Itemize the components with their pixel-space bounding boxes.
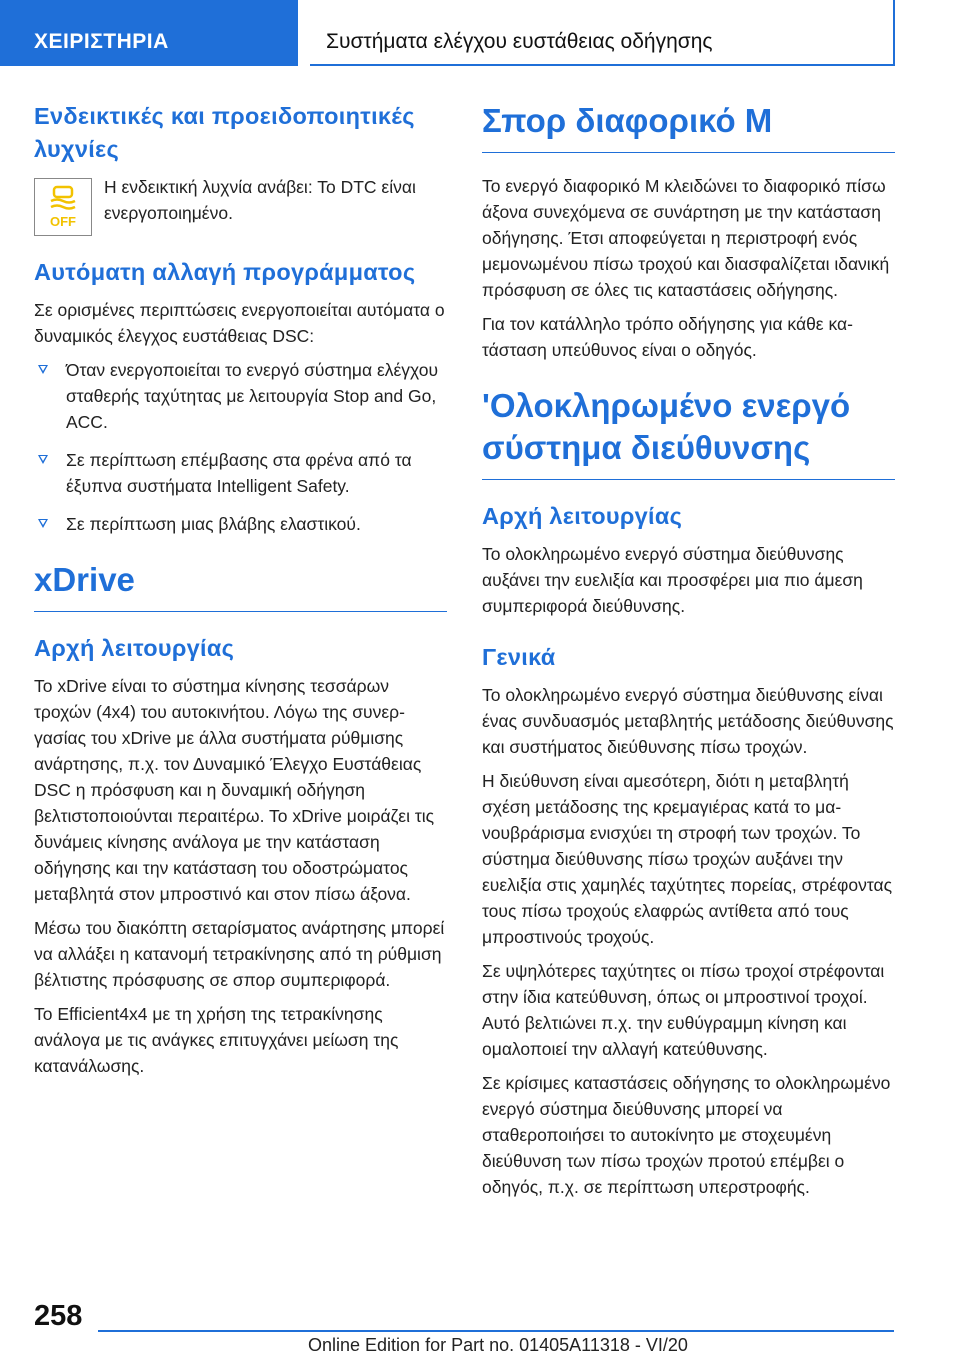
- xdrive-paragraph: Το Efficient4x4 με τη χρήση της τετρακίνησης ανάλογα με τις ανάγκες επιτυγχάνει μείωση της κατανάλωσης.: [34, 1004, 399, 1076]
- sport-diff-paragraph: Για τον κατάλληλο τρόπο οδήγησης για κάθε κατάσταση υπεύθυνος είναι ο οδηγός.: [482, 314, 853, 360]
- steering-general-heading: Γενικά: [482, 644, 556, 670]
- left-column: [34, 100, 447, 1087]
- xdrive-paragraph: Το xDrive είναι το σύστημα κίνησης τεσσάρων τροχών (4x4) του αυτοκινήτου. Λόγω της συνεργασίας του xDrive με άλλα συστήματα ρύθμισης ανάρτησης, π.χ. τον Δυναμικό Έλεγχο Ευστάθειας DSC η πρόσφυση και η δυναμική οδήγηση βελτιστοποιούνται περαιτέρω. Το xDrive μοιράζει τις δυνάμεις κίνησης ανάλογα με την κατάσταση οδήγησης και την κατάσταση του οδοστρώματος μεταβλητά στον μπροστινό και στον πίσω άξονα.: [34, 676, 435, 904]
- edition-note: Online Edition for Part no. 01405A11318 - VI/20: [308, 1335, 688, 1355]
- dtc-off-label: OFF: [50, 214, 76, 229]
- auto-change-list: [34, 357, 447, 537]
- section-title: ΧΕΙΡΙΣΤΗΡΙΑ: [34, 30, 169, 53]
- indicator-heading: Ενδεικτικές και προειδοποιητικές λυχνίες: [34, 103, 415, 162]
- list-item: Όταν ενεργοποιείται το ενεργό σύστημα ελέγχου σταθερής ταχύτητας με λειτουργία Stop and Go, ACC.: [34, 357, 447, 435]
- steering-title: 'Ολοκληρωμένο ενεργό σύστημα διεύθυνσης: [482, 385, 895, 480]
- steering-principle-heading: Αρχή λειτουργίας: [482, 503, 683, 529]
- xdrive-paragraph: Μέσω του διακόπτη σεταρίσματος ανάρτησης μπορεί να αλλάξει η κατανομή τετρακίνησης από τη ρύθμιση βέλτιστης πρόσφυσης σε σπορ συμπεριφορά.: [34, 918, 445, 990]
- list-item: Σε περίπτωση επέμβασης στα φρένα από τα έξυπνα συστήματα Intelligent Safety.: [34, 447, 447, 499]
- steering-paragraph: Η διεύθυνση είναι αμεσότερη, διότι η μεταβλητή σχέση μετάδοσης της κρεμαγιέρας κατά το μανουβράρισμα ενισχύει τη στροφή των τροχών. Το σύστημα διεύθυνσης πίσω τροχών αυξάνει την ευελιξία στις χαμηλές ταχύτητες πορείας, στρέφοντας τους πίσω τροχούς ελαφρώς αντίθετα από τους μπροστινούς τροχούς.: [482, 771, 893, 947]
- sport-diff-title: Σπορ διαφορικό M: [482, 100, 895, 153]
- auto-change-intro: Σε ορισμένες περιπτώσεις ενεργοποιείται αυτόματα ο δυναμικός έλεγχος ευστάθειας DSC:: [34, 300, 445, 346]
- steering-paragraph: Σε υψηλότερες ταχύτητες οι πίσω τροχοί στρέφονται στην ίδια κατεύθυνση, όπως οι μπροστινοί τροχοί. Αυτό βελτιώνει π.χ. την ευθύγραμμη κίνηση και ομαλοποιεί την αλλαγή κατεύθυνσης.: [482, 961, 885, 1059]
- indicator-text: Η ενδεικτική λυχνία ανάβει: Το DTC είναι ενεργοποιημένο.: [104, 177, 416, 223]
- xdrive-title: xDrive: [34, 559, 447, 612]
- page-number: 258: [34, 1300, 83, 1332]
- chapter-title: Συστήματα ελέγχου ευστάθειας οδήγησης: [326, 30, 713, 53]
- footer-divider: [98, 1330, 894, 1332]
- triangle-bullet-icon: [38, 519, 48, 528]
- steering-paragraph: Το ολοκληρωμένο ενεργό σύστημα διεύθυνσης είναι ένας συνδυασμός μεταβλητής μετάδοσης διεύθυνσης και συστήματος διεύθυνσης πίσω τροχών.: [482, 685, 894, 757]
- steering-paragraph: Σε κρίσιμες καταστάσεις οδήγησης το ολοκληρωμένο ενεργό σύστημα διεύθυνσης μπορεί να σταθεροποιήσει το αυτοκίνητο με στοχευμένη διεύθυνση των πίσω τροχών προτού επέμβει ο οδηγός, π.χ. σε περίπτωση υπερστροφής.: [482, 1073, 891, 1197]
- indicator-row: [34, 174, 447, 236]
- sport-diff-paragraph: Το ενεργό διαφορικό M κλειδώνει το διαφορικό πίσω άξονα συνεχόμενα σε συνάρτηση με την κατάσταση οδήγησης. Έτσι αποφεύγεται η περιστροφή ενός μεμονωμένου πίσω τροχού και διασφαλίζεται ιδανική πρόσφυση σε όλες τις καταστάσεις οδήγησης.: [482, 176, 890, 300]
- chapter-header: [310, 0, 895, 66]
- triangle-bullet-icon: [38, 455, 48, 464]
- steering-principle-text: Το ολοκληρωμένο ενεργό σύστημα διεύθυνσης αυξάνει την ευελιξία και προσφέρει μια πιο άμεση συμπεριφορά διεύθυνσης.: [482, 544, 863, 616]
- section-tab: [0, 0, 298, 66]
- right-column: [482, 100, 895, 1208]
- auto-change-heading: Αυτόματη αλλαγή προγράμματος: [34, 259, 416, 285]
- triangle-bullet-icon: [38, 365, 48, 374]
- list-item: Σε περίπτωση μιας βλάβης ελαστικού.: [34, 511, 447, 537]
- dtc-off-icon: [34, 178, 92, 236]
- xdrive-principle-heading: Αρχή λειτουργίας: [34, 635, 235, 661]
